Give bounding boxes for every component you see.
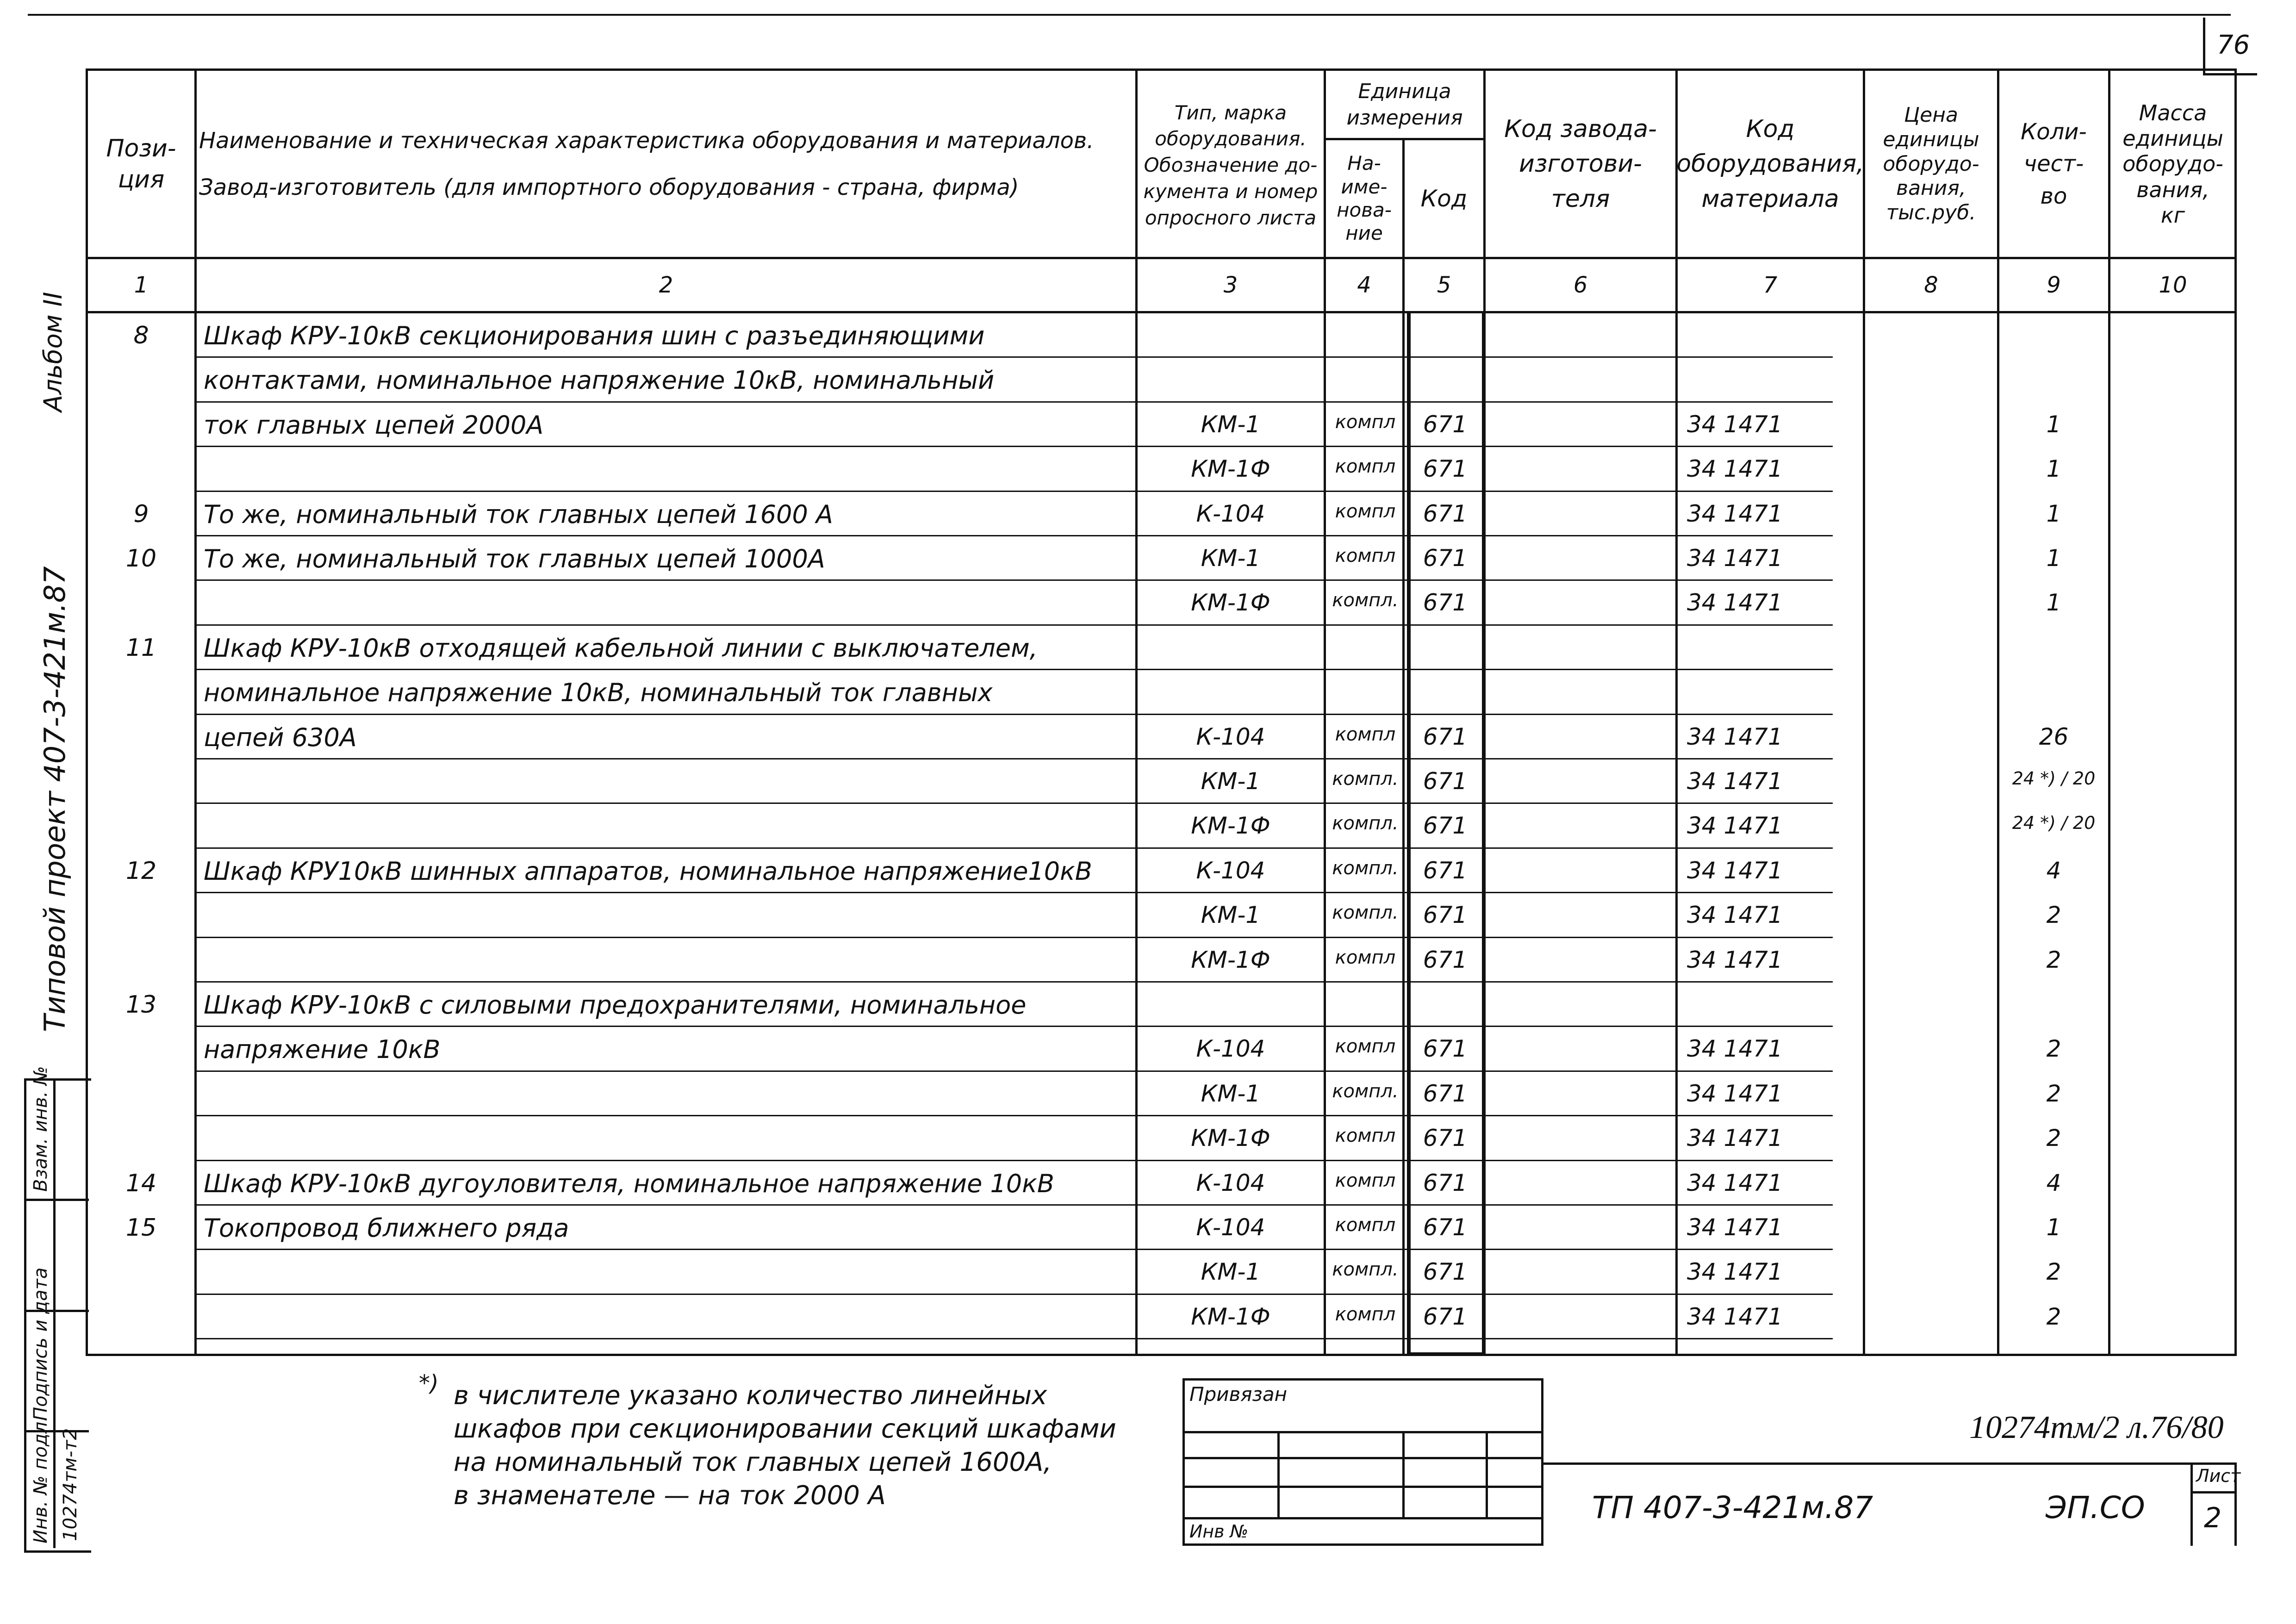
titleblock-list-label: Лист <box>2196 1466 2241 1486</box>
header-position: Пози- ция <box>106 135 176 193</box>
cell-type: КМ-1 <box>1201 1080 1261 1107</box>
cell-mcode: 34 1471 <box>1687 857 1783 884</box>
cell-type: КМ-1Ф <box>1191 812 1270 839</box>
cell-qty: 2 <box>2046 902 2061 928</box>
colnum-3: 3 <box>1223 272 1238 298</box>
titleblock-doc-type: ЭП.СО <box>2046 1490 2145 1525</box>
row-line <box>194 446 1833 447</box>
cell-name: ток главных цепей 2000А <box>204 411 544 440</box>
cell-type: К-104 <box>1196 723 1265 750</box>
cell-unit: компл <box>1335 1170 1396 1191</box>
cell-type: КМ-1Ф <box>1191 1303 1270 1330</box>
cell-name: контактами, номинальное напряжение 10кВ, номинальный <box>204 366 995 395</box>
cell-mcode: 34 1471 <box>1687 411 1783 438</box>
row-line <box>194 937 1833 938</box>
row-line <box>194 1204 1833 1206</box>
colnum-4: 4 <box>1357 272 1371 298</box>
cell-qty: 2 <box>2046 946 2061 973</box>
cell-qty: 24 *) / 20 <box>2012 813 2096 833</box>
cell-code: 671 <box>1423 545 1468 572</box>
row-line <box>194 356 1833 358</box>
cell-unit: компл <box>1335 545 1396 566</box>
titleblock-list-left <box>2190 1462 2193 1546</box>
cell-code: 671 <box>1423 1258 1468 1285</box>
cell-qty: 1 <box>2046 411 2061 438</box>
cell-mcode: 34 1471 <box>1687 768 1783 795</box>
cell-pos: 14 <box>125 1170 157 1197</box>
cell-mcode: 34 1471 <box>1687 946 1783 973</box>
row-line <box>194 803 1833 804</box>
cell-unit: компл <box>1335 1036 1396 1057</box>
cell-name: Шкаф КРУ-10кВ отходящей кабельной линии с выключателем, <box>204 634 1038 663</box>
left-strip-divider <box>53 1078 56 1548</box>
footnote-line-4: в знаменателе — на ток 2000 А <box>454 1481 886 1511</box>
cell-qty: 1 <box>2046 545 2061 572</box>
footnote-line-2: шкафов при секционировании секций шкафами <box>454 1414 1116 1444</box>
podpis-data-label: Подпись и дата <box>30 1267 51 1421</box>
cell-code: 671 <box>1423 812 1468 839</box>
cell-name: Шкаф КРУ-10кВ дугоуловителя, номинальное напряжение 10кВ <box>204 1169 1054 1198</box>
stamp-privyazan: Привязан <box>1189 1383 1288 1406</box>
cell-qty: 4 <box>2046 1170 2061 1196</box>
cell-mcode: 34 1471 <box>1687 1035 1783 1062</box>
cell-name: То же, номинальный ток главных цепей 1600 А <box>204 500 833 529</box>
cell-mcode: 34 1471 <box>1687 1258 1783 1285</box>
footnote-line-1: в числителе указано количество линейных <box>454 1381 1047 1411</box>
row-line <box>194 1294 1833 1295</box>
cell-unit: компл. <box>1332 1081 1399 1102</box>
row-line <box>194 579 1833 581</box>
cell-mcode: 34 1471 <box>1687 1125 1783 1151</box>
cell-qty: 1 <box>2046 589 2061 616</box>
cell-pos: 13 <box>125 991 157 1019</box>
cell-pos: 10 <box>125 545 157 572</box>
cell-type: КМ-1 <box>1201 902 1261 928</box>
cell-unit: компл. <box>1332 768 1399 790</box>
cell-mcode: 34 1471 <box>1687 1214 1783 1241</box>
row-line <box>194 1249 1833 1250</box>
row-line <box>194 535 1833 536</box>
cell-mcode: 34 1471 <box>1687 589 1783 616</box>
cell-type: К-104 <box>1196 1214 1265 1241</box>
colnum-bottom-line <box>86 311 2237 313</box>
cell-name: напряжение 10кВ <box>204 1035 441 1064</box>
cell-type: КМ-1 <box>1201 768 1261 795</box>
cell-name: Шкаф КРУ10кВ шинных аппаратов, номинальное напряжение10кВ <box>204 857 1092 886</box>
cell-code: 671 <box>1423 902 1468 928</box>
cell-pos: 11 <box>125 634 157 662</box>
cell-unit: компл. <box>1332 902 1399 923</box>
row-line <box>194 758 1833 759</box>
header-price: Цена единицы оборудо- вания, тыс.руб. <box>1883 103 1979 225</box>
colnum-1: 1 <box>134 272 149 298</box>
cell-pos: 12 <box>125 857 157 885</box>
row-line <box>194 847 1833 849</box>
row-line <box>194 981 1833 983</box>
cell-mcode: 34 1471 <box>1687 545 1783 572</box>
row-line <box>194 1070 1833 1072</box>
cell-code: 671 <box>1423 723 1468 750</box>
header-factory-code: Код завода- изготови- теля <box>1504 115 1657 213</box>
header-unit-code: Код <box>1420 185 1468 212</box>
cell-unit: компл <box>1335 947 1396 968</box>
cell-unit: компл <box>1335 1125 1396 1146</box>
cell-unit: компл <box>1335 1214 1396 1236</box>
row-line <box>194 401 1833 403</box>
stamp-inv-no: Инв № <box>1189 1521 1249 1542</box>
colnum-8: 8 <box>1924 272 1938 298</box>
cell-qty: 4 <box>2046 857 2061 884</box>
cell-code: 671 <box>1423 500 1468 527</box>
cell-name: цепей 630А <box>204 723 357 752</box>
cell-unit: компл <box>1335 724 1396 745</box>
cell-type: К-104 <box>1196 1035 1265 1062</box>
row-line <box>194 714 1833 715</box>
cell-type: К-104 <box>1196 1170 1265 1196</box>
left-strip-row-1 <box>24 1199 89 1201</box>
cell-code: 671 <box>1423 1035 1468 1062</box>
titleblock-doc-code: ТП 407-3-421м.87 <box>1592 1490 1873 1525</box>
titleblock-list-split <box>2190 1491 2237 1493</box>
stamp-handwritten-note: 10274тм/2 л.76/80 <box>1969 1410 2224 1445</box>
cell-type: КМ-1Ф <box>1191 589 1270 616</box>
cell-type: К-104 <box>1196 500 1265 527</box>
stamp-line-3 <box>1182 1486 1543 1488</box>
cell-code: 671 <box>1423 411 1468 438</box>
row-line <box>194 1026 1833 1027</box>
cell-code: 671 <box>1423 768 1468 795</box>
cell-qty: 2 <box>2046 1125 2061 1151</box>
cell-mcode: 34 1471 <box>1687 902 1783 928</box>
colnum-7: 7 <box>1763 272 1778 298</box>
cell-mcode: 34 1471 <box>1687 723 1783 750</box>
cell-mcode: 34 1471 <box>1687 812 1783 839</box>
project-label: Типовой проект 407-3-421м.87 <box>38 566 72 1032</box>
header-unit: Единица измерения <box>1346 80 1463 130</box>
cell-code: 671 <box>1423 857 1468 884</box>
cell-code: 671 <box>1423 1080 1468 1107</box>
cell-code: 671 <box>1423 1214 1468 1241</box>
row-line <box>194 491 1833 492</box>
cell-qty: 2 <box>2046 1035 2061 1062</box>
cell-type: К-104 <box>1196 857 1265 884</box>
cell-pos: 8 <box>133 322 149 349</box>
cell-code: 671 <box>1423 455 1468 482</box>
footnote-mark: *) <box>419 1370 439 1396</box>
cell-type: КМ-1 <box>1201 411 1261 438</box>
cell-mcode: 34 1471 <box>1687 500 1783 527</box>
colnum-9: 9 <box>2047 272 2061 298</box>
row-line <box>194 1115 1833 1116</box>
footnote-line-3: на номинальный ток главных цепей 1600А, <box>454 1447 1052 1477</box>
cell-unit: компл. <box>1332 1259 1399 1280</box>
header-material-code: Код оборудования, материала <box>1676 115 1864 213</box>
cell-unit: компл <box>1335 501 1396 522</box>
cell-type: КМ-1 <box>1201 545 1261 572</box>
colnum-5: 5 <box>1437 272 1451 298</box>
stamp-line-4 <box>1182 1517 1543 1519</box>
sheet-number: 76 <box>2217 30 2250 60</box>
header-unit-name: На- име- нова- ние <box>1337 152 1392 245</box>
colnum-2: 2 <box>659 272 673 298</box>
inv-podl-value: 10274тм-т2 <box>60 1428 81 1541</box>
stamp-line-2 <box>1182 1457 1543 1459</box>
cell-name: Шкаф КРУ-10кВ с силовыми предохранителями, номинальное <box>204 990 1027 1020</box>
cell-mcode: 34 1471 <box>1687 1303 1783 1330</box>
stamp-vline-1 <box>1277 1431 1280 1517</box>
header-name: Наименование и техническая характеристика оборудования и материалов. Завод-изготовитель (для импортного оборудования - страна, фирма) <box>199 128 1094 200</box>
cell-mcode: 34 1471 <box>1687 1170 1783 1196</box>
cell-unit: компл. <box>1332 590 1399 611</box>
row-line <box>194 1338 1833 1339</box>
cell-code: 671 <box>1423 589 1468 616</box>
cell-mcode: 34 1471 <box>1687 455 1783 482</box>
header-quantity: Коли- чест- во <box>2021 118 2087 209</box>
cell-code: 671 <box>1423 946 1468 973</box>
titleblock-list-number: 2 <box>2204 1502 2222 1534</box>
cell-mcode: 34 1471 <box>1687 1080 1783 1107</box>
cell-unit: компл. <box>1332 858 1399 879</box>
cell-pos: 9 <box>133 500 149 528</box>
cell-unit: компл <box>1335 411 1396 433</box>
row-line <box>194 669 1833 670</box>
cell-qty: 26 <box>2039 723 2069 750</box>
cell-code: 671 <box>1423 1125 1468 1151</box>
stamp-line-1 <box>1182 1431 1543 1433</box>
cell-type: КМ-1 <box>1201 1258 1261 1285</box>
cell-name: Шкаф КРУ-10кВ секционирования шин с разъединяющими <box>204 321 985 350</box>
row-line <box>194 892 1833 893</box>
stamp-vline-2 <box>1402 1431 1405 1517</box>
header-type: Тип, марка оборудования. Обозначение до- кумента и номер опросного листа <box>1143 101 1318 229</box>
row-line <box>194 624 1833 626</box>
inv-podl-label: Инв. № подл. <box>30 1416 51 1543</box>
cell-qty: 1 <box>2046 455 2061 482</box>
titleblock-top-line <box>1543 1462 2237 1465</box>
cell-qty: 1 <box>2046 1214 2061 1241</box>
top-border-line <box>28 14 2231 16</box>
cell-unit: компл <box>1335 456 1396 477</box>
cell-name: номинальное напряжение 10кВ, номинальный ток главных <box>204 678 993 707</box>
cell-qty: 2 <box>2046 1080 2061 1107</box>
cell-qty: 2 <box>2046 1303 2061 1330</box>
colnum-6: 6 <box>1573 272 1588 298</box>
album-label: Альбом II <box>38 292 68 412</box>
vzam-inv-label: Взам. инв. № <box>30 1066 51 1192</box>
header-mass: Масса единицы оборудо- вания, кг <box>2122 100 2223 228</box>
cell-code: 671 <box>1423 1170 1468 1196</box>
cell-qty: 2 <box>2046 1258 2061 1285</box>
row-line <box>194 1160 1833 1161</box>
cell-qty: 24 *) / 20 <box>2012 768 2096 789</box>
cell-type: КМ-1Ф <box>1191 946 1270 973</box>
cell-unit: компл. <box>1332 813 1399 834</box>
cell-type: КМ-1Ф <box>1191 1125 1270 1151</box>
colnum-10: 10 <box>2159 272 2187 298</box>
cell-qty: 1 <box>2046 500 2061 527</box>
cell-pos: 15 <box>125 1214 157 1242</box>
cell-unit: компл <box>1335 1304 1396 1325</box>
cell-name: Токопровод ближнего ряда <box>204 1213 569 1243</box>
col5-thick-bottom <box>1407 1352 1486 1356</box>
cell-type: КМ-1Ф <box>1191 455 1270 482</box>
cell-name: То же, номинальный ток главных цепей 1000А <box>204 544 825 573</box>
cell-code: 671 <box>1423 1303 1468 1330</box>
stamp-vline-3 <box>1486 1431 1488 1517</box>
